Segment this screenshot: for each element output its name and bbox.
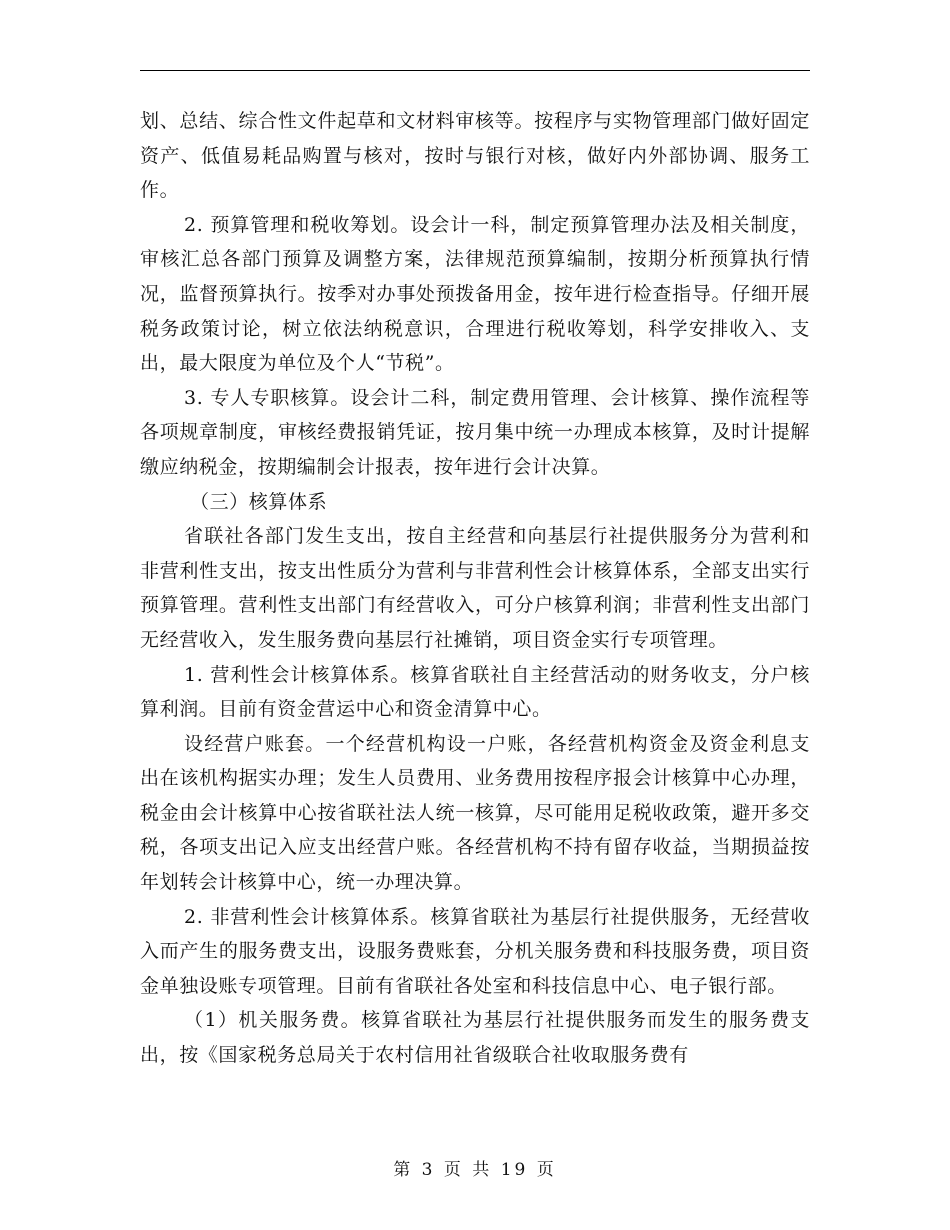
paragraph-1: 划、总结、综合性文件起草和文材料审核等。按程序与实物管理部门做好固定资产、低值易耗品购置与核对，按时与银行对核，做好内外部协调、服务工作。 xyxy=(140,110,810,202)
paragraph-9: （1）机关服务费。核算省联社为基层行社提供服务而发生的服务费支出，按《国家税务总局关于农村信用社省级联合社收取服务费有 xyxy=(140,1009,810,1067)
paragraph-6: 1. 营利性会计核算体系。核算省联社自主经营活动的财务收支，分户核算利润。目前有资金营运中心和资金清算中心。 xyxy=(140,663,810,721)
paragraph-7: 设经营户账套。一个经营机构设一户账，各经营机构资金及资金利息支出在该机构据实办理；发生人员费用、业务费用按程序报会计核算中心办理，税金由会计核算中心按省联社法人统一核算，尽可能用足税收政策，避开多交税，各项支出记入应支出经营户账。各经营机构不持有留存收益，当期损益按年划转会计核算中心，统一办理决算。 xyxy=(140,732,810,894)
paragraph-5: 省联社各部门发生支出，按自主经营和向基层行社提供服务分为营利和非营利性支出，按支出性质分为营利与非营利性会计核算体系，全部支出实行预算管理。营利性支出部门有经营收入，可分户核算利润；非营利性支出部门无经营收入，发生服务费向基层行社摊销，项目资金实行专项管理。 xyxy=(140,525,810,651)
paragraph-8: 2. 非营利性会计核算体系。核算省联社为基层行社提供服务，无经营收入而产生的服务费支出，设服务费账套，分机关服务费和科技服务费，项目资金单独设账专项管理。目前有省联社各处室和科技信息中心、电子银行部。 xyxy=(140,905,810,997)
document-body xyxy=(140,104,810,1073)
paragraph-2: 2. 预算管理和税收筹划。设会计一科，制定预算管理办法及相关制度，审核汇总各部门预算及调整方案，法律规范预算编制，按期分析预算执行情况，监督预算执行。按季对办事处预拨备用金，按年进行检查指导。仔细开展税务政策讨论，树立依法纳税意识，合理进行税收筹划，科学安排收入、支出，最大限度为单位及个人“节税”。 xyxy=(140,213,810,375)
paragraph-3: 3. 专人专职核算。设会计二科，制定费用管理、会计核算、操作流程等各项规章制度，审核经费报销凭证，按月集中统一办理成本核算，及时计提解缴应纳税金，按期编制会计报表，按年进行会计决算。 xyxy=(140,386,810,478)
header-rule xyxy=(140,70,810,71)
page-number: 第 3 页 共 19 页 xyxy=(393,1160,557,1180)
section-heading: （三）核算体系 xyxy=(190,490,328,513)
